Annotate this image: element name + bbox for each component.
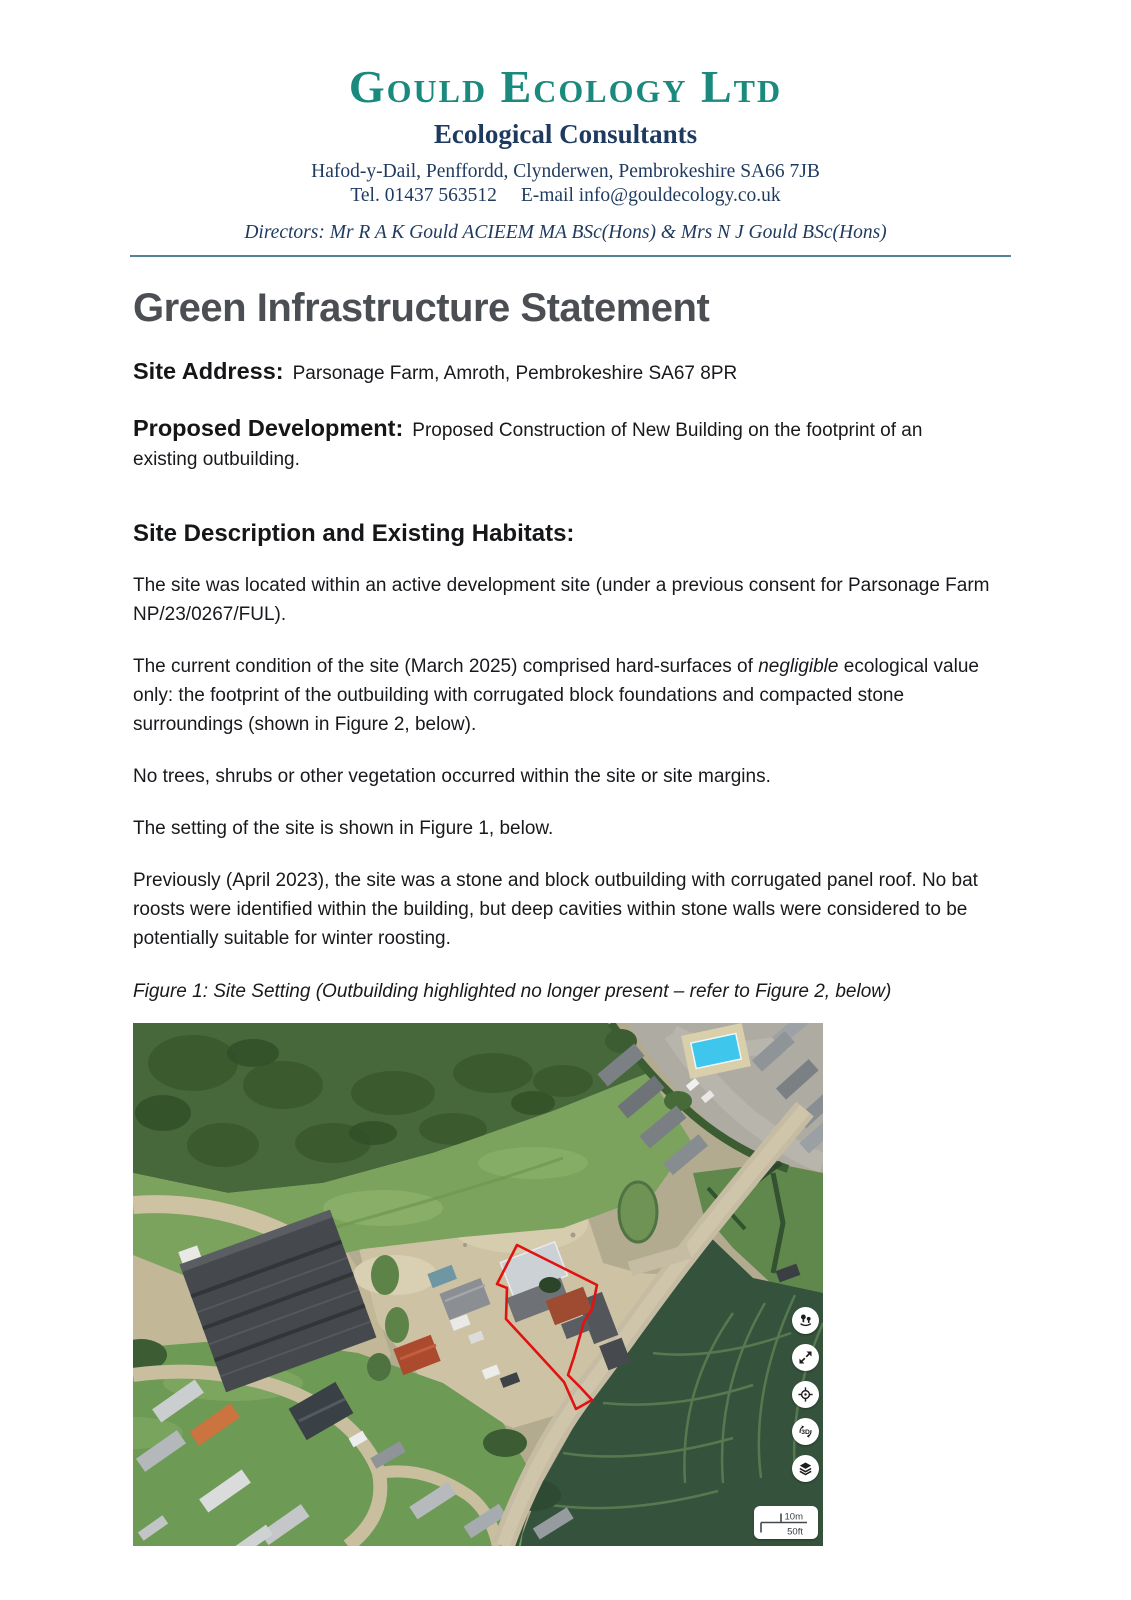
fullscreen-arrows-icon — [797, 1349, 814, 1366]
paragraph-2 — [133, 652, 1011, 739]
company-address: Hafod-y-Dail, Penffordd, Clynderwen, Pembrokeshire SA66 7JB — [311, 161, 820, 182]
proposed-development-value: Proposed Construction of New Building on the footprint of an existing outbuilding. — [133, 420, 923, 470]
rotate-3d-icon — [797, 1423, 814, 1440]
page-title: Green Infrastructure Statement — [133, 286, 710, 330]
paragraph-5: Previously (April 2023), the site was a stone and block outbuilding with corrugated panel roof. No bat roosts were identified within the building, but deep cavities within stone walls were considered to be potentially suitable for winter roosting. — [133, 870, 978, 949]
document-body — [133, 286, 1011, 1546]
aerial-photo — [133, 1023, 823, 1546]
company-tagline: Ecological Consultants — [433, 119, 698, 149]
site-address-value: Parsonage Farm, Amroth, Pembrokeshire SA67 8PR — [292, 363, 738, 384]
map-scale-bar — [754, 1506, 818, 1539]
site-address-row — [133, 357, 1011, 388]
proposed-development-label: Proposed Development: — [133, 415, 404, 441]
street-view-button[interactable] — [792, 1307, 819, 1334]
figure-1-map[interactable] — [133, 1023, 823, 1546]
locate-button[interactable] — [792, 1381, 819, 1408]
paragraph-2-post: ecological value only: the footprint of the outbuilding with corrugated block foundations and compacted stone surroundings (shown in Figure 2, below). — [133, 656, 979, 735]
paragraph-2-italic: negligible — [758, 656, 839, 677]
map-layers-icon — [797, 1460, 814, 1477]
locate-crosshair-icon — [797, 1386, 814, 1403]
paragraph-4: The setting of the site is shown in Figure 1, below. — [133, 818, 554, 839]
layers-button[interactable] — [792, 1455, 819, 1482]
scale-metric-label: 10m — [784, 1511, 803, 1523]
fullscreen-button[interactable] — [792, 1344, 819, 1371]
figure-caption: Figure 1: Site Setting (Outbuilding highlighted no longer present – refer to Figure 2, below) — [133, 981, 892, 1002]
letterhead — [0, 0, 1131, 257]
rotate-3d-label: 3D — [801, 1428, 810, 1436]
proposed-development-row — [133, 414, 969, 474]
site-address-label: Site Address: — [133, 358, 284, 384]
paragraph-2-pre: The current condition of the site (March 2025) comprised hard-surfaces of — [133, 656, 759, 677]
directors-line: Directors: Mr R A K Gould ACIEEM MA BSc(Hons) & Mrs N J Gould BSc(Hons) — [244, 222, 887, 243]
scale-bar-graphic — [754, 1506, 818, 1539]
company-contact — [0, 185, 1131, 207]
section-heading: Site Description and Existing Habitats: — [133, 520, 575, 547]
letterhead-divider — [130, 255, 1011, 257]
telephone: Tel. 01437 563512 — [350, 185, 497, 206]
paragraph-3: No trees, shrubs or other vegetation occurred within the site or site margins. — [133, 766, 771, 787]
company-name: Gould Ecology Ltd — [348, 61, 783, 112]
email: E-mail info@gouldecology.co.uk — [520, 185, 781, 206]
scale-imperial-label: 50ft — [787, 1526, 803, 1538]
street-view-pins-icon — [797, 1312, 814, 1329]
paragraph-1: The site was located within an active development site (under a previous consent for Parsonage Farm NP/23/0267/FUL). — [133, 575, 990, 625]
map-controls — [792, 1307, 819, 1482]
rotate-3d-button[interactable] — [792, 1418, 819, 1445]
